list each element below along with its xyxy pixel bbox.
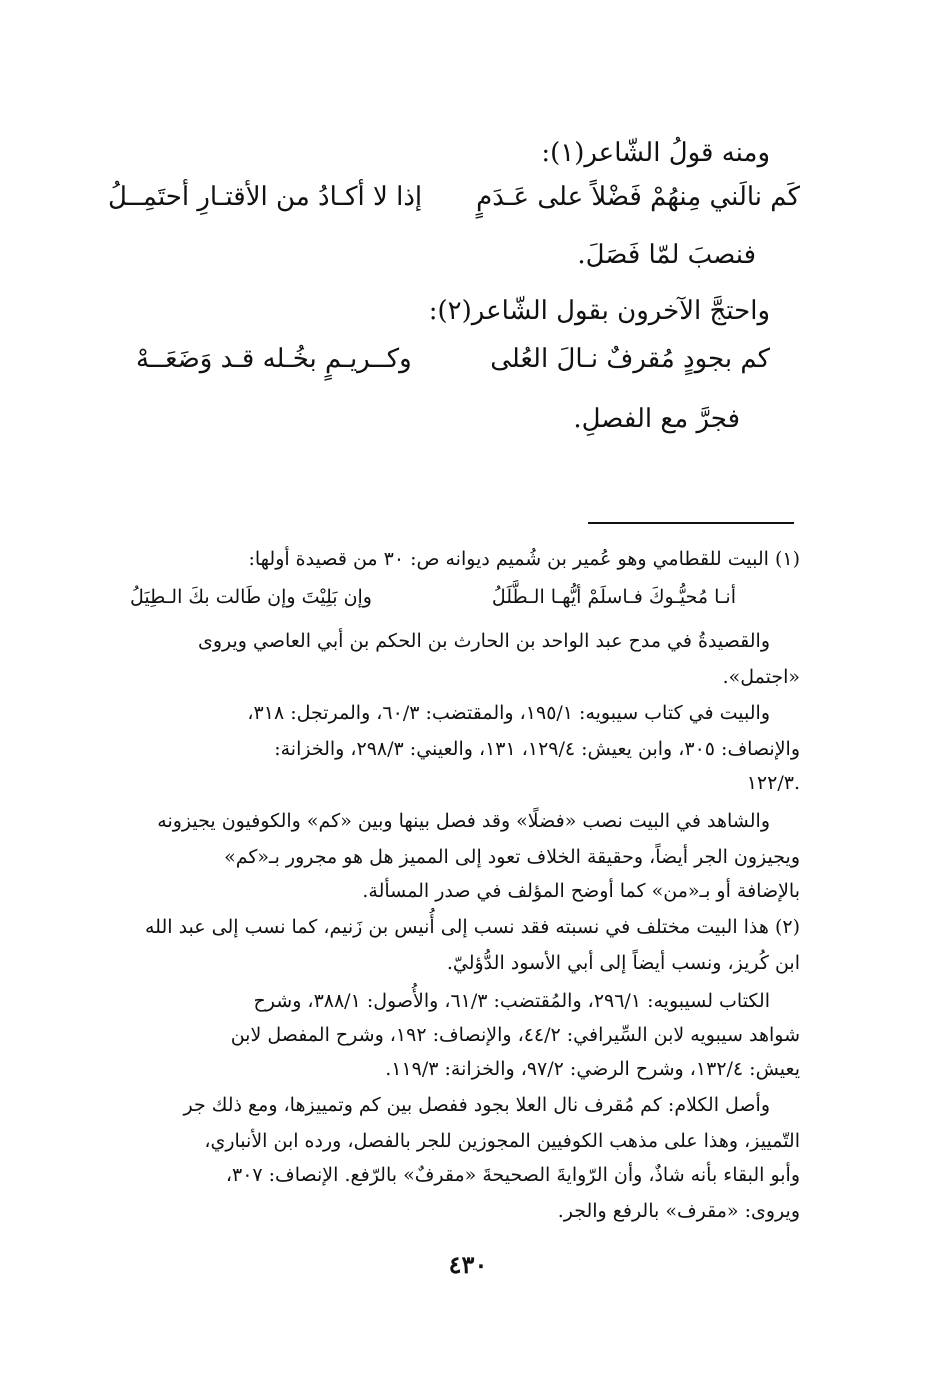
footnote-2-para-2-line-3: يعيش: ١٣٢/٤، وشرح الرضي: ٩٧/٢، والخزانة: ١١٩/٣. [385,1058,800,1080]
intro-line-2: واحتجَّ الآخرون بقول الشّاعر(٢): [428,296,770,326]
verse-2-first-hemistich: كم بجودٍ مُقرفٌ نـالَ العُلى [490,344,770,374]
footnote-1-para-3-line-1: والشاهد في البيت نصب «فضلًا» وقد فصل بينها وبين «كم» والكوفيون يجيزونه [157,810,770,832]
footnote-1-para-2-line-2: والإنصاف: ٣٠٥، وابن يعيش: ١٢٩/٤، ١٣١، والعيني: ٢٩٨/٣، والخزانة: [274,738,800,760]
footnote-2-para-2-line-1: الكتاب لسيبويه: ٢٩٦/١، والمُقتضب: ٦١/٣، والأُصول: ٣٨٨/١، وشرح [253,990,770,1012]
result-line-1: فنصبَ لمّا فَصَلَ. [577,240,756,270]
footnote-1-verse-second: وإن بَلِيْتَ وإن طَالت بكَ الـطِيَلُ [130,586,372,608]
footnote-2-para-3-line-1: وأصل الكلام: كم مُقرف نال العلا بجود ففصل بين كم وتمييزها، ومع ذلك جر [183,1094,770,1116]
footnote-2-para-3-line-2: التّمييز، وهذا على مذهب الكوفيين المجوزين للجر بالفصل، ورده ابن الأنباري، [204,1130,800,1152]
footnote-2-para-3-line-3: وأبو البقاء بأنه شاذٌ، وأن الرّوايةَ الصحيحةَ «مقرفٌ» بالرّفع. الإنصاف: ٣٠٧، [225,1164,800,1186]
footnote-separator [588,522,794,524]
footnote-1-para-3-line-3: بالإضافة أو بـ«من» كما أوضح المؤلف في صدر المسألة. [362,880,800,902]
result-line-2: فجرَّ مع الفصلِ. [573,404,740,434]
footnote-1-verse-first: أنـا مُحيُّـوكَ فـاسلَمْ أيُّهـا الـطَّلَلُ [491,586,736,608]
footnote-1-para-2-line-3: ١٢٢/٣. [746,772,800,794]
intro-line-1: ومنه قولُ الشّاعر(١): [541,138,770,168]
footnote-2-para-2-line-2: شواهد سيبويه لابن السِّيرافي: ٤٤/٢، والإنصاف: ١٩٢، وشرح المفصل لابن [230,1024,800,1046]
verse-1-first-hemistich: كَم نالَني مِنهُمْ فَضْلاً على عَـدَمٍ [476,182,800,212]
page-number: ٤٣٠ [448,1250,488,1279]
footnote-2-line-1: (٢) هذا البيت مختلف في نسبته فقد نسب إلى أُنيس بن زَنيم، كما نسب إلى عبد الله [144,916,800,938]
footnote-2-para-3-line-4: ويروى: «مقرف» بالرفع والجر. [557,1200,800,1222]
footnote-2-line-2: ابن كُريز، ونسب أيضاً إلى أبي الأسود الدُّؤليّ. [446,952,800,974]
footnote-1-para-1-line-1: والقصيدةُ في مدح عبد الواحد بن الحارث بن الحكم بن أبي العاصي ويروى [197,630,770,652]
footnote-1-para-2-line-1: والبيت في كتاب سيبويه: ١٩٥/١، والمقتضب: ٦٠/٣، والمرتجل: ٣١٨، [247,702,770,724]
footnote-1-title: (١) البيت للقطامي وهو عُمير بن شُميم ديوانه ص: ٣٠ من قصيدة أولها: [248,548,800,570]
verse-2-second-hemistich: وكــريـمٍ بخُـله قـد وَضَعَــهْ [136,344,412,374]
footnote-1-para-1-line-2: «اجتمل». [722,666,800,688]
verse-1-second-hemistich: إذا لا أكـادُ من الأقتـارِ أحتَمِــلُ [108,182,423,212]
footnote-1-para-3-line-2: ويجيزون الجر أيضاً، وحقيقة الخلاف تعود إلى المميز هل هو مجرور بـ«كم» [224,846,800,868]
